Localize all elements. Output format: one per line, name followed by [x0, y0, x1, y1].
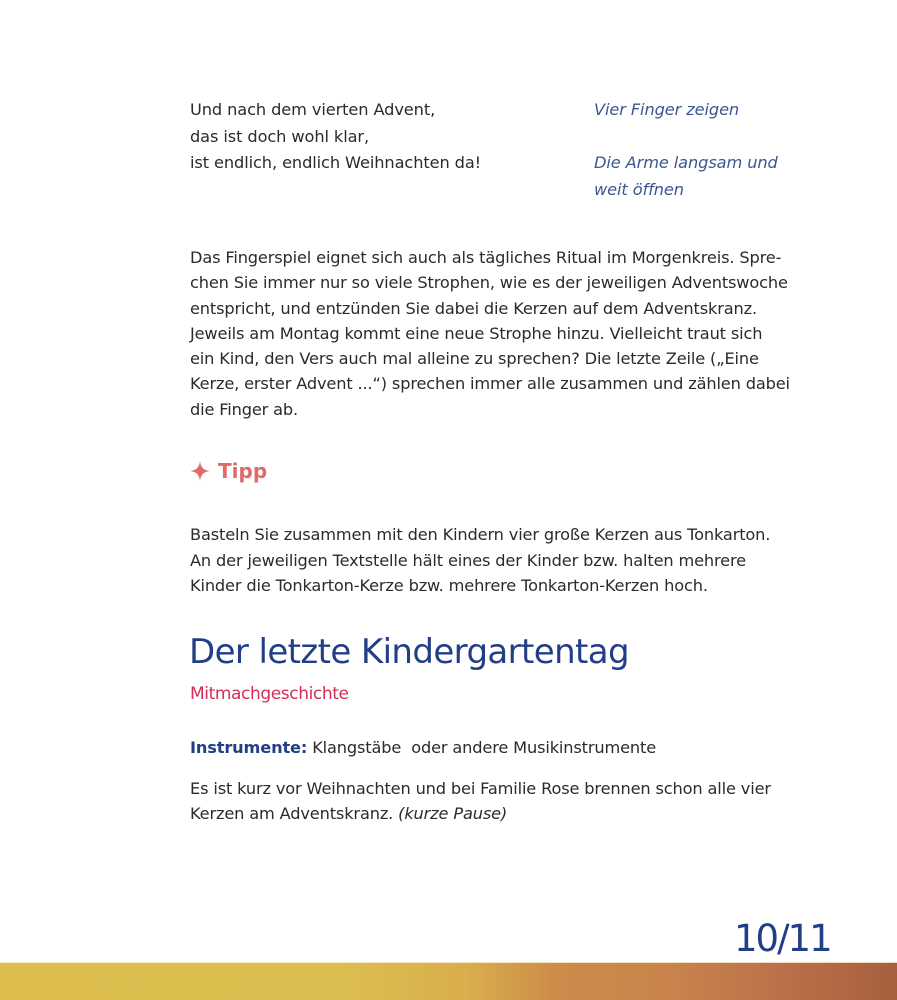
- sparkle-star-icon: [190, 461, 210, 481]
- paragraph-line: Kerze, erster Advent ...“) sprechen immer alle zusammen und zählen dabei: [190, 374, 790, 394]
- instruments-line: [190, 735, 656, 760]
- tipp-paragraph: [190, 522, 815, 599]
- section-title: Der letzte Kindergartentag: [189, 632, 629, 672]
- poem-stage-directions: [594, 97, 814, 203]
- paragraph-line: Basteln Sie zusammen mit den Kindern vier große Kerzen aus Tonkarton.: [190, 525, 771, 544]
- paragraph-line: ein Kind, den Vers auch mal alleine zu sprechen? Die letzte Zeile („Eine: [190, 349, 759, 369]
- spacer: [594, 124, 814, 151]
- stage-direction: weit öffnen: [594, 179, 684, 199]
- footer-gradient-band: [0, 963, 897, 1000]
- stage-direction: Vier Finger zeigen: [594, 100, 740, 119]
- paragraph-line: Kinder die Tonkarton-Kerze bzw. mehrere Tonkarton-Kerzen hoch.: [190, 576, 708, 595]
- poem-line: Und nach dem vierten Advent,: [190, 100, 436, 119]
- paragraph-line: Jeweils am Montag kommt eine neue Strophe hinzu. Vielleicht traut sich: [190, 323, 763, 343]
- intro-paragraph: [190, 245, 815, 422]
- poem-line: das ist doch wohl klar,: [190, 126, 370, 146]
- paragraph-line: die Finger ab.: [190, 399, 299, 419]
- paragraph-line: Es ist kurz vor Weihnachten und bei Familie Rose brennen schon alle vier: [190, 779, 771, 798]
- page-number: 10/11: [734, 917, 831, 960]
- stage-direction: Die Arme langsam und: [594, 153, 778, 172]
- story-paragraph: [190, 776, 815, 827]
- poem-line: ist endlich, endlich Weihnachten da!: [190, 153, 482, 172]
- paragraph-line: Das Fingerspiel eignet sich auch als tägliches Ritual im Morgenkreis. Spre-: [190, 248, 782, 267]
- story-text: Kerzen am Adventskranz.: [190, 804, 399, 824]
- paragraph-line: entspricht, und entzünden Sie dabei die Kerzen auf dem Adventskranz.: [190, 298, 757, 318]
- instruments-label: Instrumente:: [190, 738, 308, 757]
- instruments-value: Klangstäbe oder andere Musikinstrumente: [307, 738, 657, 757]
- tipp-label: Tipp: [218, 459, 268, 483]
- section-subtitle: Mitmachgeschichte: [190, 684, 349, 704]
- paragraph-line: [190, 801, 815, 826]
- poem-verse: [190, 97, 580, 177]
- paragraph-line: An der jeweiligen Textstelle hält eines der Kinder bzw. halten mehrere: [190, 550, 746, 570]
- paragraph-line: chen Sie immer nur so viele Strophen, wie es der jeweiligen Adventswoche: [190, 273, 788, 293]
- story-aside: (kurze Pause): [398, 804, 508, 824]
- tipp-heading: [190, 457, 267, 485]
